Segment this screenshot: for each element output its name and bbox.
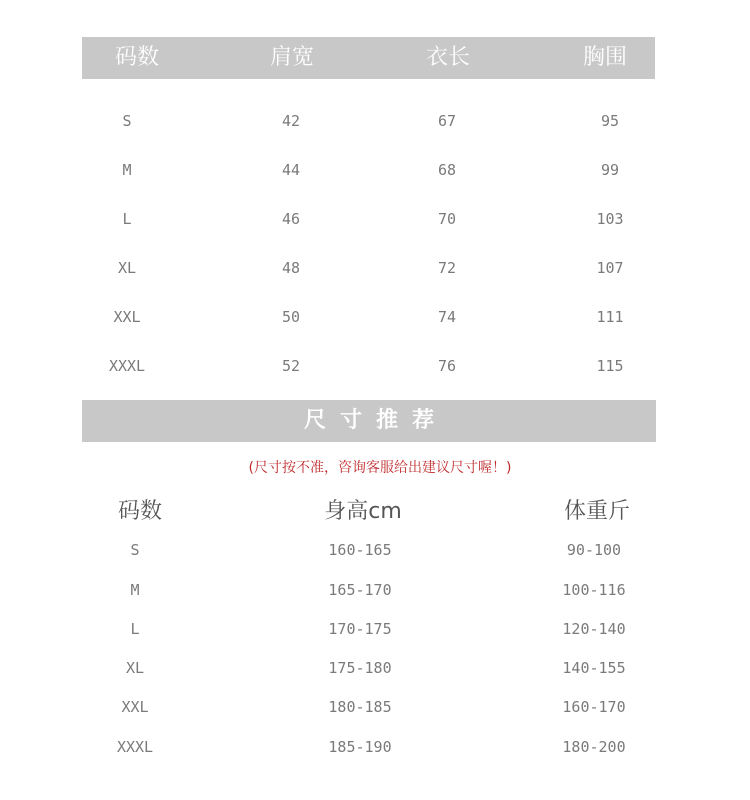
- cell-size: XXL: [113, 308, 141, 326]
- table-row: [0, 256, 750, 280]
- rec-cell-height: 185-190: [328, 738, 392, 756]
- size-table-header: [82, 37, 655, 79]
- cell-size: XXXL: [108, 357, 146, 375]
- cell-length: 67: [437, 112, 457, 130]
- section-title-recommend: 尺寸推荐: [82, 400, 656, 442]
- cell-size: M: [122, 161, 132, 179]
- cell-shoulder: 48: [281, 259, 301, 277]
- cell-chest: 107: [596, 259, 624, 277]
- cell-length: 70: [437, 210, 457, 228]
- rec-cell-size: XL: [125, 659, 145, 677]
- cell-length: 76: [437, 357, 457, 375]
- rec-cell-weight: 180-200: [562, 738, 626, 756]
- rec-cell-weight: 120-140: [562, 620, 626, 638]
- cell-size: L: [122, 210, 132, 228]
- cell-shoulder: 46: [281, 210, 301, 228]
- list-item: [0, 735, 750, 759]
- recommend-note: (尺寸按不准，咨询客服给出建议尺寸喔！): [248, 460, 512, 476]
- cell-chest: 95: [600, 112, 620, 130]
- rec-cell-weight: 140-155: [562, 659, 626, 677]
- rec-cell-weight: 160-170: [562, 698, 626, 716]
- list-item: [0, 695, 750, 719]
- cell-length: 74: [437, 308, 457, 326]
- cell-size: S: [122, 112, 132, 130]
- rec-header-height: 身高cm: [324, 499, 402, 524]
- table-row: [0, 354, 750, 378]
- cell-chest: 111: [596, 308, 624, 326]
- list-item: [0, 538, 750, 562]
- cell-length: 68: [437, 161, 457, 179]
- rec-cell-height: 170-175: [328, 620, 392, 638]
- rec-cell-height: 175-180: [328, 659, 392, 677]
- list-item: [0, 617, 750, 641]
- cell-chest: 115: [596, 357, 624, 375]
- cell-shoulder: 52: [281, 357, 301, 375]
- header-shoulder: 肩宽: [269, 45, 315, 70]
- rec-cell-height: 165-170: [328, 581, 392, 599]
- rec-cell-size: XXXL: [116, 738, 154, 756]
- rec-cell-size: XXL: [121, 698, 149, 716]
- cell-chest: 99: [600, 161, 620, 179]
- header-size: 码数: [114, 45, 160, 70]
- rec-cell-size: S: [130, 541, 140, 559]
- cell-shoulder: 44: [281, 161, 301, 179]
- rec-cell-height: 160-165: [328, 541, 392, 559]
- header-length: 衣长: [425, 45, 471, 70]
- table-row: [0, 158, 750, 182]
- table-row: [0, 305, 750, 329]
- rec-header-size: 码数: [117, 499, 163, 524]
- header-chest: 胸围: [582, 45, 628, 70]
- list-item: [0, 656, 750, 680]
- rec-cell-size: M: [130, 581, 140, 599]
- cell-shoulder: 50: [281, 308, 301, 326]
- cell-chest: 103: [596, 210, 624, 228]
- list-item: [0, 578, 750, 602]
- table-row: [0, 207, 750, 231]
- rec-header-weight: 体重斤: [563, 499, 631, 524]
- cell-size: XL: [117, 259, 137, 277]
- table-row: [0, 109, 750, 133]
- cell-length: 72: [437, 259, 457, 277]
- rec-cell-size: L: [130, 620, 140, 638]
- rec-cell-weight: 100-116: [562, 581, 626, 599]
- rec-cell-weight: 90-100: [566, 541, 622, 559]
- rec-cell-height: 180-185: [328, 698, 392, 716]
- cell-shoulder: 42: [281, 112, 301, 130]
